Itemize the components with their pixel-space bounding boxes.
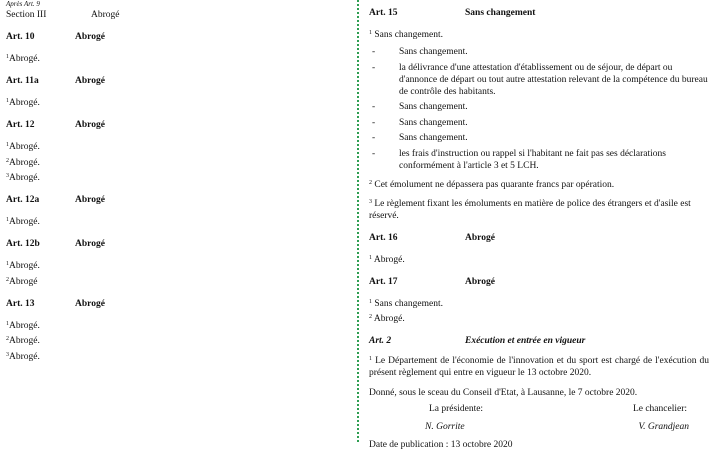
article-15-heading xyxy=(369,7,709,19)
paragraph-text: Abrogé. xyxy=(9,336,40,346)
article-status: Abrogé xyxy=(75,239,105,249)
article-heading xyxy=(6,238,341,250)
paragraph-text: Abrogé. xyxy=(9,98,40,108)
article-status: Sans changement xyxy=(465,8,536,18)
paragraph-number: 3 xyxy=(6,351,9,358)
article-paragraph xyxy=(6,260,341,272)
paragraph-text: Abrogé xyxy=(9,276,38,287)
art15-paragraph-1 xyxy=(369,29,709,41)
paragraph-number: 2 xyxy=(6,157,9,164)
chancellor-name: V. Grandjean xyxy=(638,421,689,432)
given-statement: Donné, sous le sceau du Conseil d'Etat, à Lausanne, le 7 octobre 2020. xyxy=(369,388,638,398)
paragraph-text: Abrogé. xyxy=(9,261,40,271)
article-heading xyxy=(6,75,341,87)
list-item xyxy=(369,101,709,113)
dash-bullet: - xyxy=(372,117,376,128)
article-status: Abrogé xyxy=(465,232,495,243)
paragraph-number: 1 xyxy=(369,356,372,362)
paragraph-number: 1 xyxy=(6,320,9,327)
list-item xyxy=(369,132,709,144)
art17-paragraph-1 xyxy=(369,298,709,310)
list-item-text: Sans changement. xyxy=(399,47,468,57)
article-number: Art. 12a xyxy=(6,195,40,205)
president-title: La présidente: xyxy=(429,403,484,414)
paragraph-number: 2 xyxy=(6,336,9,342)
article-number: Art. 11a xyxy=(6,76,39,86)
article-status: Abrogé xyxy=(75,298,105,309)
paragraph-number: 2 xyxy=(369,179,372,186)
article-number: Art. 12 xyxy=(6,120,35,130)
article-status: Abrogé xyxy=(75,120,105,130)
article-heading xyxy=(6,31,341,43)
paragraph-text: Abrogé. xyxy=(9,54,40,64)
paragraph-number: 1 xyxy=(369,254,372,261)
article-number: Art. 12b xyxy=(6,239,40,249)
dash-bullet: - xyxy=(372,62,376,73)
paragraph-number: 1 xyxy=(6,142,9,148)
paragraph-text: Abrogé. xyxy=(9,320,40,331)
paragraph-text: Abrogé. xyxy=(9,142,40,152)
article-paragraph xyxy=(6,141,341,153)
placement-note: Après Art. 9 xyxy=(6,0,40,8)
paragraph-number: 1 xyxy=(6,98,9,104)
article-number: Art. 2 xyxy=(369,336,392,346)
article-16-heading xyxy=(369,232,709,244)
paragraph-text: Le règlement fixant les émoluments en matière de police des étrangers et d'asile est réservé. xyxy=(369,198,691,221)
article-heading xyxy=(6,119,341,131)
article-paragraph xyxy=(6,97,341,109)
publication-date: Date de publication : 13 octobre 2020 xyxy=(369,439,513,450)
article-status: Abrogé xyxy=(75,32,105,42)
paragraph-text: Cet émolument ne dépassera pas quarante francs par opération. xyxy=(374,179,615,190)
art15-paragraph-3 xyxy=(369,198,709,222)
dash-bullet: - xyxy=(372,148,376,159)
dash-bullet: - xyxy=(372,133,376,143)
right-column xyxy=(369,0,709,454)
paragraph-number: 1 xyxy=(6,217,9,223)
art15-paragraph-2 xyxy=(369,179,709,191)
art17-paragraph-2 xyxy=(369,313,709,325)
list-item xyxy=(369,117,709,129)
list-item xyxy=(369,148,709,172)
article-status: Abrogé xyxy=(465,276,495,287)
article-number: Art. 17 xyxy=(369,276,398,287)
paragraph-text: Abrogé. xyxy=(9,217,40,227)
article-paragraph xyxy=(6,351,341,363)
paragraph-text: Le Département de l'économie de l'innovation et du sport est chargé de l'exécution du présent règlement qui entre en vigueur le 13 octobre 2020. xyxy=(369,356,710,378)
paragraph-number: 2 xyxy=(369,314,372,320)
section-status: Abrogé xyxy=(91,10,120,20)
list-item-text: Sans changement. xyxy=(399,117,468,128)
chancellor-title: Le chancelier: xyxy=(632,403,687,414)
section-label: Section III xyxy=(6,10,47,20)
paragraph-text: Sans changement. xyxy=(374,30,443,40)
article-number: Art. 16 xyxy=(369,232,398,243)
article-number: Art. 13 xyxy=(6,298,35,309)
left-column xyxy=(6,0,341,366)
article-paragraph xyxy=(6,276,341,288)
article-heading xyxy=(6,298,341,310)
article-number: Art. 15 xyxy=(369,8,398,18)
article-paragraph xyxy=(6,53,341,65)
signature-names xyxy=(369,421,709,433)
article-title: Exécution et entrée en vigueur xyxy=(465,336,586,346)
article-17-heading xyxy=(369,276,709,288)
list-item-text: Sans changement. xyxy=(399,102,468,112)
paragraph-number: 3 xyxy=(369,198,372,205)
dash-bullet: - xyxy=(372,47,376,57)
list-item-text: Sans changement. xyxy=(399,133,468,143)
left-articles xyxy=(6,31,341,363)
paragraph-number: 1 xyxy=(6,261,9,267)
list-item xyxy=(369,46,709,58)
paragraph-number: 1 xyxy=(6,54,9,60)
article-status: Abrogé xyxy=(75,195,105,205)
paragraph-number: 1 xyxy=(369,298,372,305)
column-divider xyxy=(357,0,359,442)
art2-paragraph-1 xyxy=(369,355,709,379)
list-item xyxy=(369,62,709,98)
article-number: Art. 10 xyxy=(6,32,35,42)
list-item-text: les frais d'instruction ou rappel si l'habitant ne fait pas ses déclarations conformément à l'article 3 et 5 LCH. xyxy=(399,148,666,171)
article-2-heading xyxy=(369,335,709,347)
paragraph-number: 1 xyxy=(369,30,372,36)
article-paragraph xyxy=(6,216,341,228)
paragraph-text: Sans changement. xyxy=(374,298,443,309)
signature-titles xyxy=(369,403,709,415)
paragraph-number: 3 xyxy=(6,173,9,179)
paragraph-text: Abrogé. xyxy=(373,254,405,265)
art16-paragraph-1 xyxy=(369,254,709,266)
list-item-text: la délivrance d'une attestation d'établissement ou de séjour, de départ ou d'annonce de départ ou tout autre attestation relevant de la compétence du bureau de contrôle des habitants. xyxy=(399,62,708,97)
article-paragraph xyxy=(6,157,341,169)
article-status: Abrogé xyxy=(75,76,105,86)
paragraph-text: Abrogé. xyxy=(373,314,405,324)
paragraph-number: 2 xyxy=(6,276,9,283)
dash-bullet: - xyxy=(372,102,376,112)
article-paragraph xyxy=(6,172,341,184)
paragraph-text: Abrogé. xyxy=(9,157,40,168)
section-heading xyxy=(6,9,341,21)
article-heading xyxy=(6,194,341,206)
paragraph-text: Abrogé. xyxy=(9,173,40,183)
paragraph-text: Abrogé. xyxy=(9,351,40,362)
article-paragraph xyxy=(6,320,341,332)
art15-item-list xyxy=(369,46,709,172)
article-paragraph xyxy=(6,335,341,347)
president-name: N. Gorrite xyxy=(425,421,465,432)
